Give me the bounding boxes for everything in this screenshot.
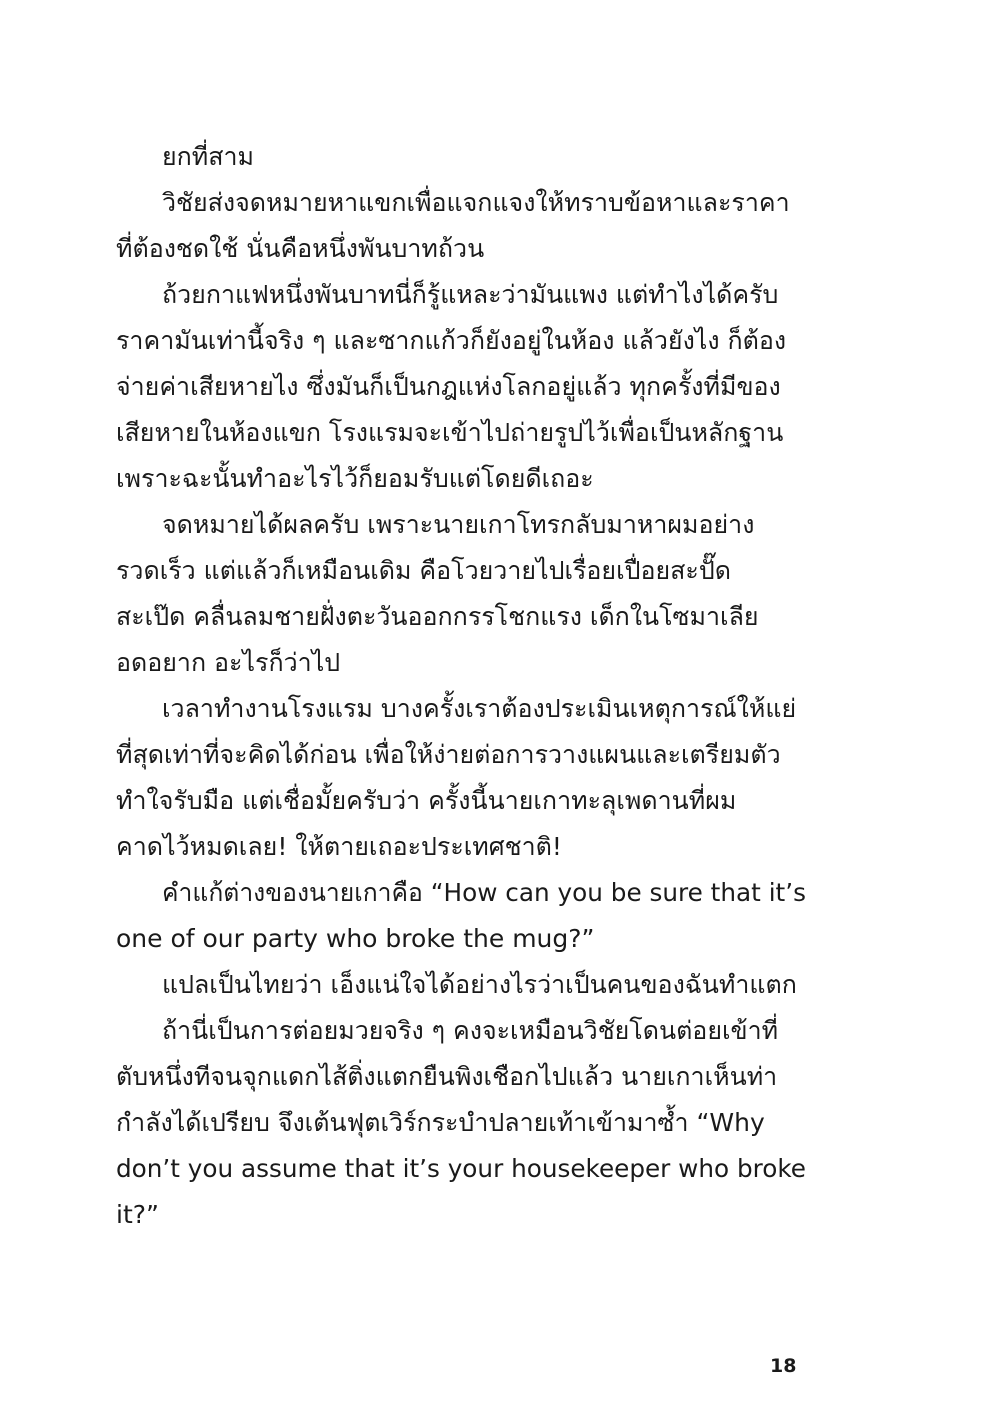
text-line: เพราะฉะนั้นทำอะไรไว้ก็ยอมรับแต่โดยดีเถอะ bbox=[116, 464, 594, 493]
text-line: เสียหายในห้องแขก โรงแรมจะเข้าไปถ่ายรูปไว้เพื่อเป็นหลักฐาน bbox=[116, 418, 784, 447]
text-line: อดอยาก อะไรก็ว่าไป bbox=[116, 648, 341, 677]
text-line: ยกที่สาม bbox=[162, 142, 255, 171]
text-line: วิชัยส่งจดหมายหาแขกเพื่อแจกแจงให้ทราบข้อหาและราคา bbox=[162, 188, 790, 217]
text-line: ทำใจรับมือ แต่เชื่อมั้ยครับว่า ครั้งนี้นายเกาทะลุเพดานที่ผม bbox=[116, 786, 737, 815]
text-line: ถ้านี่เป็นการต่อยมวยจริง ๆ คงจะเหมือนวิชัยโดนต่อยเข้าที่ bbox=[162, 1016, 779, 1045]
text-line: เวลาทำงานโรงแรม บางครั้งเราต้องประเมินเหตุการณ์ให้แย่ bbox=[162, 694, 797, 723]
text-line: สะเป๊ด คลื่นลมชายฝั่งตะวันออกกรรโชกแรง เด็กในโซมาเลีย bbox=[116, 602, 759, 631]
page-number: 18 bbox=[770, 1355, 797, 1377]
text-line: ที่สุดเท่าที่จะคิดได้ก่อน เพื่อให้ง่ายต่อการวางแผนและเตรียมตัว bbox=[116, 740, 781, 769]
text-line: จดหมายได้ผลครับ เพราะนายเกาโทรกลับมาหาผมอย่าง bbox=[162, 510, 755, 539]
text-line: don’t you assume that it’s your housekeeper who broke bbox=[116, 1154, 806, 1183]
text-line: กำลังได้เปรียบ จึงเต้นฟุตเวิร์กระบำปลายเท้าเข้ามาซ้ำ “Why bbox=[116, 1108, 765, 1137]
text-line: ที่ต้องชดใช้ นั่นคือหนึ่งพันบาทถ้วน bbox=[116, 234, 485, 263]
text-line: แปลเป็นไทยว่า เอ็งแน่ใจได้อย่างไรว่าเป็นคนของฉันทำแตก bbox=[162, 970, 797, 999]
text-line: ราคามันเท่านี้จริง ๆ และซากแก้วก็ยังอยู่ในห้อง แล้วยังไง ก็ต้อง bbox=[116, 326, 787, 355]
text-line: คาดไว้หมดเลย! ให้ตายเถอะประเทศชาติ! bbox=[116, 832, 562, 861]
text-line: ตับหนึ่งทีจนจุกแดกไส้ติ่งแตกยืนพิงเชือกไปแล้ว นายเกาเห็นท่า bbox=[116, 1062, 778, 1091]
text-line: คำแก้ต่างของนายเกาคือ “How can you be sure that it’s bbox=[162, 878, 806, 907]
text-line: one of our party who broke the mug?” bbox=[116, 924, 595, 953]
text-line: รวดเร็ว แต่แล้วก็เหมือนเดิม คือโวยวายไปเรื่อยเปื่อยสะปั๊ด bbox=[116, 556, 731, 585]
text-line: it?” bbox=[116, 1200, 159, 1229]
text-line: ถ้วยกาแฟหนึ่งพันบาทนี่ก็รู้แหละว่ามันแพง แต่ทำไงได้ครับ bbox=[162, 280, 779, 309]
text-line: จ่ายค่าเสียหายไง ซึ่งมันก็เป็นกฎแห่งโลกอยู่แล้ว ทุกครั้งที่มีของ bbox=[116, 372, 781, 401]
